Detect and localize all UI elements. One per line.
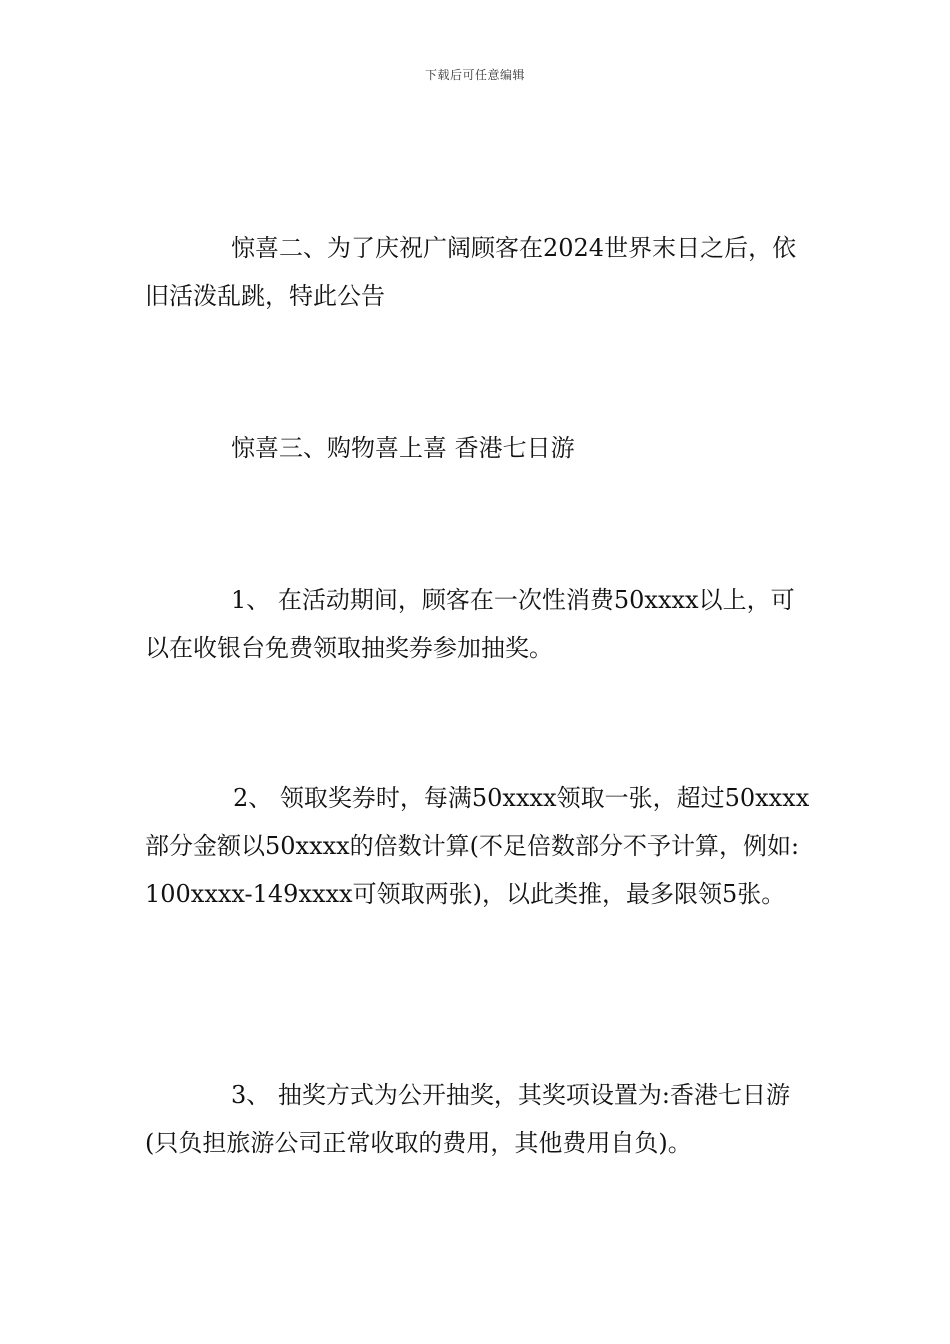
paragraph-surprise-three: 惊喜三、购物喜上喜 香港七日游 xyxy=(231,434,575,462)
paragraph-rule-3: 3、 抽奖方式为公开抽奖，其奖项设置为:香港七日游(只负担旅游公司正常收取的费用，其他费用自负)。 xyxy=(145,1081,790,1157)
paragraph-rule-1: 1、 在活动期间，顾客在一次性消费50xxxx以上，可以在收银台免费领取抽奖券参加抽奖。 xyxy=(145,586,795,662)
paragraph-rule-2: 2、 领取奖券时，每满50xxxx领取一张，超过50xxxx部分金额以50xxxx的倍数计算(不足倍数部分不予计算，例如:100xxxx-149xxxx可领取两张)，以此类推，最多限领5张。 xyxy=(145,784,810,908)
paragraph-surprise-two: 惊喜二、为了庆祝广阔顾客在2024世界末日之后，依旧活泼乱跳，特此公告 xyxy=(145,234,797,310)
header-note: 下载后可任意编辑 xyxy=(424,68,525,82)
